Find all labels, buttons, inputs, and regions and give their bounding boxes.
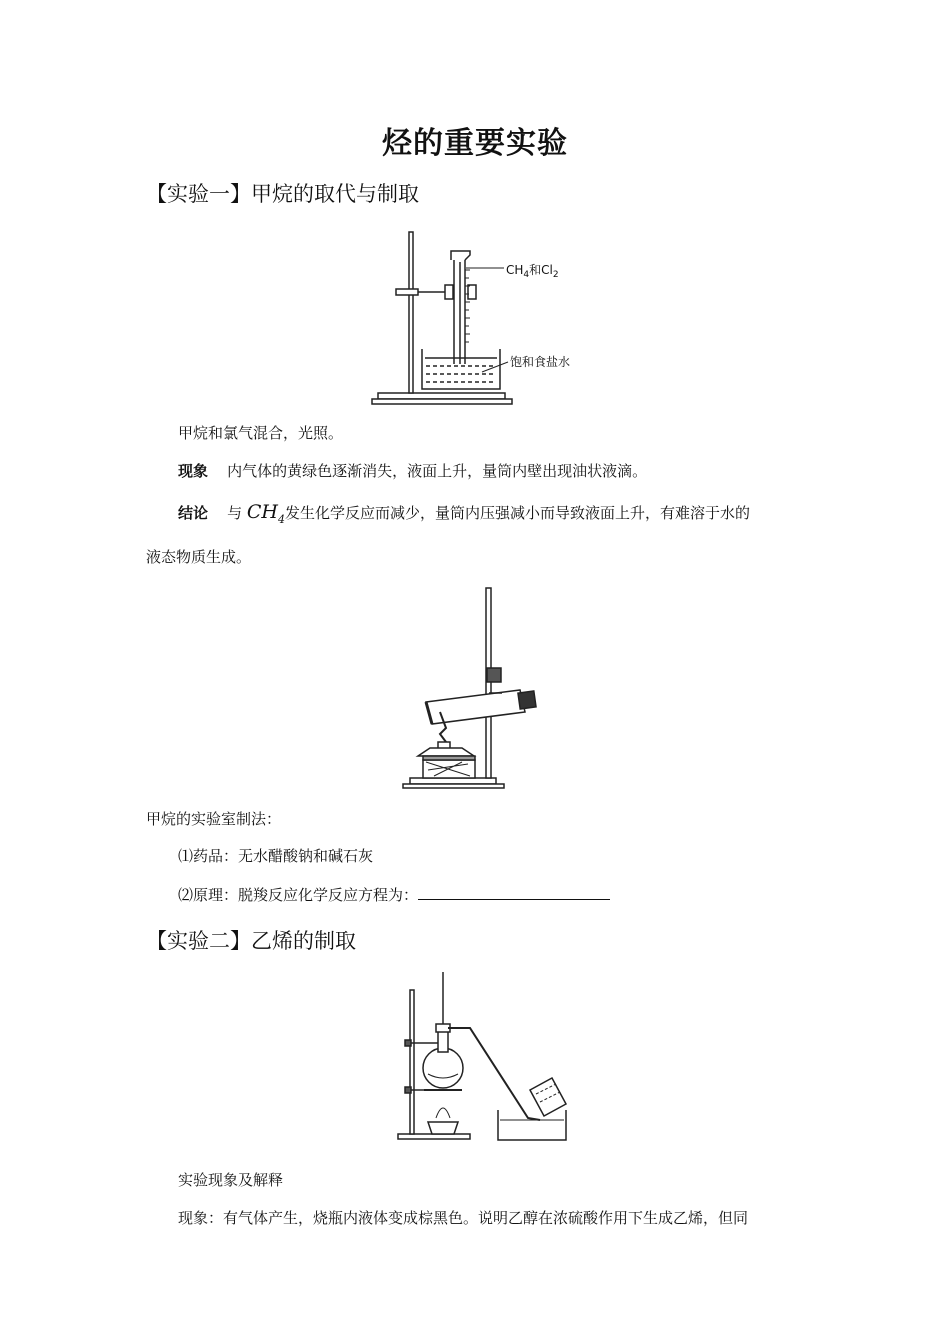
svg-text:CH4和Cl2: $CH_4$和$Cl_2$ — [506, 263, 559, 280]
prep-item-2: ⑵原理：脱羧反应化学反应方程为： — [178, 884, 610, 905]
figure-methane-preparation — [403, 588, 536, 788]
label-salt-water: 饱和食盐水 — [510, 355, 571, 369]
page-title: 烃的重要实验 — [382, 126, 568, 161]
label-gas: CH — [506, 263, 524, 277]
conclusion-pre: 与 — [227, 504, 243, 522]
exp2-obs-title: 实验现象及解释 — [178, 1171, 284, 1189]
exp1-phenomenon — [178, 461, 647, 481]
phenomenon-label: 现象 — [178, 462, 209, 480]
section-heading-exp1: 【实验一】甲烷的取代与制取 — [146, 182, 419, 206]
answer-blank[interactable] — [418, 884, 610, 900]
phenomenon-text: 内气体的黄绿色逐渐消失，液面上升，量筒内壁出现油状液滴。 — [227, 462, 648, 480]
conclusion-text: 发生化学反应而减少，量筒内压强减小而导致液面上升，有难溶于水的 — [285, 504, 751, 522]
section-heading-exp2: 【实验二】乙烯的制取 — [146, 929, 356, 953]
figure-ethylene-preparation — [398, 972, 566, 1140]
ch4-formula: $CH_4$ — [246, 501, 285, 526]
exp1-conclusion-cont: 液态物质生成。 — [146, 548, 252, 566]
prep-title: 甲烷的实验室制法： — [146, 810, 282, 828]
prep-item-1: ⑴药品：无水醋酸钠和碱石灰 — [178, 847, 374, 865]
exp1-conclusion — [178, 502, 750, 530]
exp2-obs-text: 现象：有气体产生，烧瓶内液体变成棕黑色。说明乙醇在浓硫酸作用下生成乙烯，但同 — [178, 1209, 749, 1227]
exp1-intro: 甲烷和氯气混合，光照。 — [178, 424, 344, 442]
conclusion-label: 结论 — [178, 504, 209, 522]
